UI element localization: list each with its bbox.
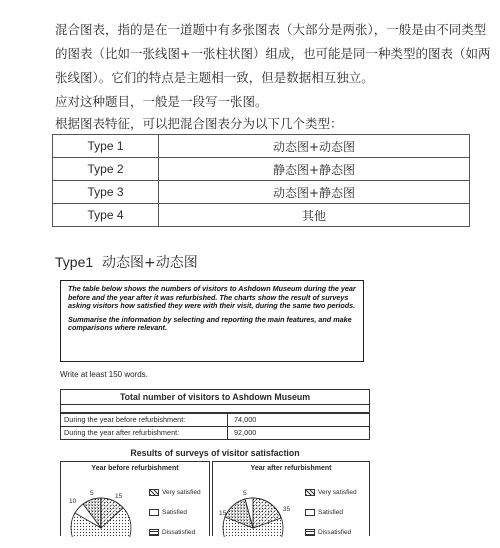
legend-swatch (149, 509, 159, 516)
legend-swatch (149, 529, 159, 536)
slice-label: 15 (115, 493, 123, 500)
survey-panel-before (60, 461, 210, 536)
legend-label: Satisfied (162, 508, 187, 516)
visitors-table-title: Total number of visitors to Ashdown Museum (61, 390, 369, 405)
table-row (53, 204, 470, 227)
slice-label: 5 (243, 490, 247, 497)
table-row (53, 135, 470, 158)
section-heading-en: Type1 (55, 254, 94, 270)
legend-item (305, 528, 357, 536)
task-paragraph-2: Summarise the information by selecting and reporting the main features, and make comparisons where relevant. (68, 314, 352, 333)
table-row (61, 413, 369, 426)
legend-item (149, 528, 201, 536)
slice-label: 10 (69, 498, 77, 505)
row-label: During the year after refurbishment: (61, 427, 228, 439)
intro-line-3: 张线图）。它们的特点是主题相一致，但是数据相互独立。 (55, 70, 374, 85)
table-row (61, 426, 369, 439)
row-label: During the year before refurbishment: (61, 414, 228, 426)
legend-swatch (305, 509, 315, 516)
legend-swatch (305, 489, 315, 496)
legend-after (305, 488, 357, 548)
task-prompt-box (60, 280, 364, 362)
intro-line-1: 混合图表，指的是在一道题中有多张图表（大部分是两张），一般是由不同类型 (55, 22, 487, 37)
legend-item (149, 508, 201, 516)
table-spacer (61, 405, 369, 413)
row-value: 92,000 (234, 428, 257, 437)
survey-title: Results of surveys of visitor satisfaction (130, 448, 300, 458)
survey-section (60, 448, 370, 458)
legend-before (149, 488, 201, 548)
legend-label: Satisfied (318, 508, 343, 516)
type-cell: Type 4 (53, 204, 159, 227)
legend-item (149, 488, 201, 496)
type-desc-cell: 动态图+动态图 (159, 135, 470, 158)
survey-panel-after (212, 461, 370, 536)
chart-types-table (52, 134, 470, 227)
section-heading-zh: 动态图+动态图 (102, 255, 198, 271)
type-desc-cell: 其他 (159, 204, 470, 227)
intro-line-5: 根据图表特征，可以把混合图表分为以下几个类型： (55, 116, 343, 131)
task-paragraph-1: The table below shows the numbers of visitors to Ashdown Museum during the year before and the year after it was refurbished. The charts show the result of surveys asking visitors how satisfied they were with their visit, during the same two periods. (68, 284, 356, 311)
intro-line-2: 的图表（比如一张线图+一张柱状图）组成，也可能是同一种类型的图表（如两 (55, 46, 491, 61)
type-cell: Type 1 (53, 135, 159, 158)
panel-title-before: Year before refurbishment (91, 465, 179, 472)
slice-label: 15 (219, 510, 227, 517)
table-row (53, 181, 470, 204)
legend-item (305, 488, 357, 496)
word-count-note: Write at least 150 words. (60, 370, 148, 379)
type-desc-cell: 动态图+静态图 (159, 181, 470, 204)
legend-item (305, 508, 357, 516)
legend-label: Dissatisfied (162, 528, 196, 536)
type-cell: Type 2 (53, 158, 159, 181)
row-value: 74,000 (234, 415, 257, 424)
legend-label: Dissatisfied (318, 528, 352, 536)
type-desc-cell: 静态图+静态图 (159, 158, 470, 181)
legend-label: Very satisfied (318, 488, 357, 496)
slice-label: 35 (283, 506, 291, 513)
slice-label: 5 (90, 490, 94, 497)
table-row (53, 158, 470, 181)
section-heading (55, 252, 198, 272)
intro-line-4: 应对这种题目，一般是一段写一张图。 (55, 94, 268, 109)
panel-title-after: Year after refurbishment (250, 465, 332, 472)
legend-swatch (305, 529, 315, 536)
legend-label: Very satisfied (162, 488, 201, 496)
legend-swatch (149, 489, 159, 496)
type-cell: Type 3 (53, 181, 159, 204)
visitors-table (60, 389, 370, 440)
